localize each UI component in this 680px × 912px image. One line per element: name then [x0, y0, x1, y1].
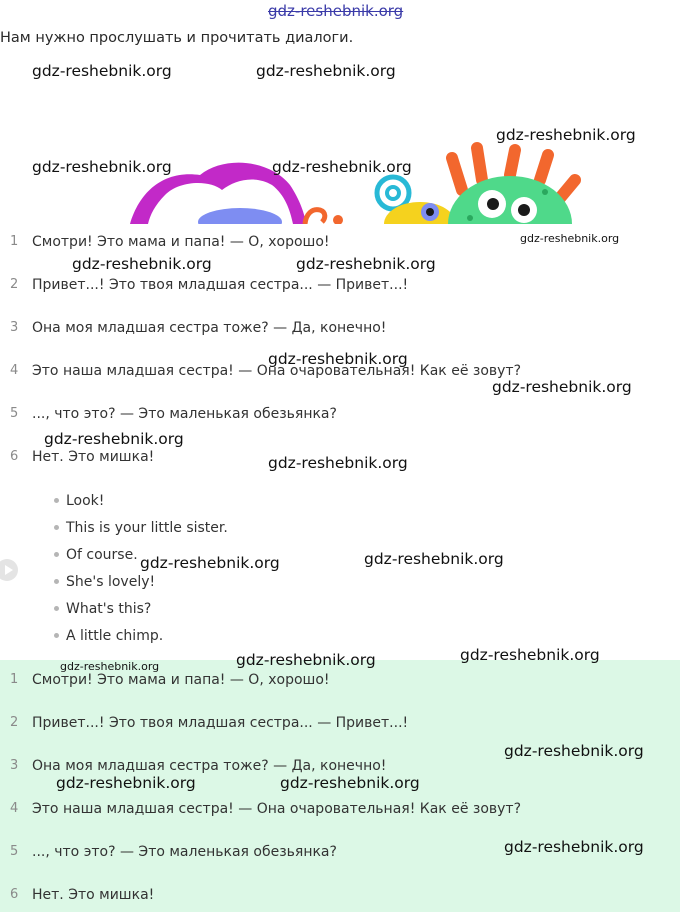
bullet-icon [54, 552, 59, 557]
watermark: gdz-reshebnik.org [32, 158, 172, 176]
row-text: Смотри! Это мама и папа! — О, хорошо! [32, 234, 330, 250]
row-number: 2 [10, 277, 19, 292]
row-text: Это наша младшая сестра! — Она очаровательная! Как её зовут? [32, 363, 522, 379]
row-number: 1 [10, 672, 19, 687]
watermark: gdz-reshebnik.org [56, 774, 196, 792]
row-number: 3 [10, 320, 19, 335]
row-text: Привет...! Это твоя младшая сестра... — Привет...! [32, 277, 409, 293]
watermark: gdz-reshebnik.org [272, 158, 412, 176]
watermark: gdz-reshebnik.org [140, 554, 280, 572]
phrase-item [54, 568, 228, 595]
watermark: gdz-reshebnik.org [364, 550, 504, 568]
answer-row [0, 712, 660, 734]
phrase-text: Look! [66, 492, 105, 509]
row-number: 4 [10, 363, 19, 378]
bullet-icon [54, 633, 59, 638]
watermark: gdz-reshebnik.org [256, 62, 396, 80]
watermark: gdz-reshebnik.org [520, 232, 620, 245]
row-text: Она моя младшая сестра тоже? — Да, конечно! [32, 758, 387, 774]
row-number: 5 [10, 406, 19, 421]
watermark: gdz-reshebnik.org [280, 774, 420, 792]
watermark: gdz-reshebnik.org [60, 660, 160, 673]
watermark: gdz-reshebnik.org [492, 378, 632, 396]
watermark: gdz-reshebnik.org [296, 255, 436, 273]
row-text: ..., что это? — Это маленькая обезьянка? [32, 844, 337, 860]
row-text: Это наша младшая сестра! — Она очаровательная! Как её зовут? [32, 801, 522, 817]
bullet-icon [54, 606, 59, 611]
row-number: 3 [10, 758, 19, 773]
watermark: gdz-reshebnik.org [496, 126, 636, 144]
watermark: gdz-reshebnik.org [268, 454, 408, 472]
phrase-text: What's this? [66, 600, 152, 617]
watermark: gdz-reshebnik.org [32, 62, 172, 80]
phrase-item [54, 514, 228, 541]
row-number: 6 [10, 887, 19, 902]
row-text: Привет...! Это твоя младшая сестра... — Привет...! [32, 715, 409, 731]
phrase-text: A little chimp. [66, 627, 164, 644]
watermark: gdz-reshebnik.org [504, 838, 644, 856]
row-number: 2 [10, 715, 19, 730]
watermark: gdz-reshebnik.org [44, 430, 184, 448]
phrase-item [54, 622, 228, 649]
watermark: gdz-reshebnik.org [72, 255, 212, 273]
watermark: gdz-reshebnik.org [268, 350, 408, 368]
watermark: gdz-reshebnik.org [504, 742, 644, 760]
bullet-icon [54, 498, 59, 503]
answer-row [0, 798, 660, 820]
row-text: Нет. Это мишка! [32, 887, 155, 903]
row-text: Она моя младшая сестра тоже? — Да, конечно! [32, 320, 387, 336]
row-number: 1 [10, 234, 19, 249]
dialogue-row [0, 274, 660, 296]
dialogue-row [0, 317, 660, 339]
row-text: ..., что это? — Это маленькая обезьянка? [32, 406, 337, 422]
bullet-icon [54, 525, 59, 530]
row-text: Нет. Это мишка! [32, 449, 155, 465]
watermark: gdz-reshebnik.org [460, 646, 600, 664]
row-text: Смотри! Это мама и папа! — О, хорошо! [32, 672, 330, 688]
phrase-item [54, 595, 228, 622]
bullet-icon [54, 579, 59, 584]
intro-text: Нам нужно прослушать и прочитать диалоги. [0, 30, 354, 46]
row-number: 6 [10, 449, 19, 464]
cartoon-banner [0, 130, 680, 224]
row-number: 4 [10, 801, 19, 816]
answer-row [0, 884, 660, 906]
play-icon[interactable] [0, 559, 18, 581]
row-number: 5 [10, 844, 19, 859]
watermark: gdz-reshebnik.org [236, 651, 376, 669]
phrase-text: She's lovely! [66, 573, 156, 590]
cartoon-monsters-illustration [0, 130, 680, 224]
dialogue-row [0, 403, 660, 425]
watermark: gdz-reshebnik.org [268, 2, 404, 20]
phrase-text: This is your little sister. [66, 519, 228, 536]
phrase-item [54, 487, 228, 514]
phrase-text: Of course. [66, 546, 138, 563]
